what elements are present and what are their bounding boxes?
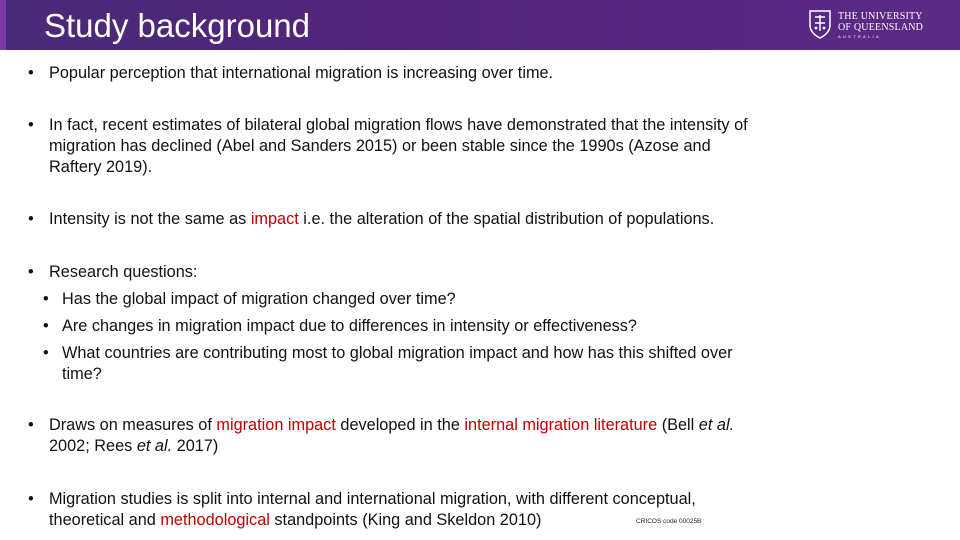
highlight-term: methodological — [160, 511, 270, 529]
bullet-text: 2002; Rees — [49, 437, 137, 455]
logo-text-line1: THE UNIVERSITY — [838, 11, 923, 22]
bullet-marker: • — [28, 416, 34, 434]
bullet-marker: • — [43, 290, 49, 308]
bullet-item — [28, 415, 735, 457]
cricos-code: CRICOS code 00025B — [636, 518, 702, 525]
bullet-text-line: Raftery 2019). — [49, 158, 153, 176]
bullet-marker: • — [28, 64, 34, 82]
bullet-marker: • — [43, 344, 49, 362]
bullet-text-line — [49, 510, 696, 531]
sub-bullet-item — [43, 316, 637, 337]
bullet-marker: • — [28, 263, 34, 281]
bullet-text: (Bell — [657, 416, 699, 434]
bullet-text-line: Migration studies is split into internal and international migration, with different conceptual, — [49, 490, 696, 508]
bullet-item — [28, 262, 198, 283]
sub-bullet-text: What countries are contributing most to global migration impact and how has this shifted over — [62, 344, 733, 362]
bullet-item — [28, 489, 696, 531]
bullet-text: Research questions: — [49, 263, 198, 281]
sub-bullet-item — [43, 289, 456, 310]
bullet-text-line — [49, 436, 734, 457]
bullet-marker: • — [28, 116, 34, 134]
bullet-marker: • — [28, 490, 34, 508]
bullet-text: i.e. the alteration of the spatial distribution of populations. — [298, 210, 715, 228]
highlight-term: internal migration literature — [464, 416, 658, 434]
italic-text: et al. — [136, 437, 173, 455]
bullet-marker: • — [28, 210, 34, 228]
bullet-text: 2017) — [172, 437, 219, 455]
bullet-text: Intensity is not the same as — [49, 210, 251, 228]
bullet-item — [28, 209, 715, 230]
sub-bullet-text: time? — [62, 365, 102, 383]
bullet-text: standpoints (King and Skeldon 2010) — [269, 511, 542, 529]
bullet-text: Draws on measures of — [49, 416, 217, 434]
sub-bullet-item — [43, 343, 733, 385]
highlight-term: impact — [250, 210, 299, 228]
logo-text-line2: OF QUEENSLAND — [838, 22, 924, 33]
bullet-text-line — [49, 415, 734, 436]
bullet-text-line: In fact, recent estimates of bilateral global migration flows have demonstrated that the intensity of — [49, 116, 748, 134]
bullet-marker: • — [43, 317, 49, 335]
highlight-term: migration impact — [216, 416, 336, 434]
bullet-item — [28, 63, 554, 84]
bullet-text-line: migration has declined (Abel and Sanders 2015) or been stable since the 1990s (Azose and — [49, 137, 711, 155]
bullet-text: developed in the — [335, 416, 465, 434]
bullet-text: theoretical and — [49, 511, 161, 529]
sub-bullet-text: Has the global impact of migration changed over time? — [62, 290, 456, 308]
sub-bullet-text: Are changes in migration impact due to differences in intensity or effectiveness? — [62, 317, 637, 335]
bullet-text: Popular perception that international migration is increasing over time. — [49, 64, 554, 82]
slide-title: Study background — [44, 7, 311, 44]
italic-text: et al. — [698, 416, 735, 434]
bullet-item — [28, 115, 748, 178]
logo-text-line3: AUSTRALIA — [838, 34, 881, 39]
